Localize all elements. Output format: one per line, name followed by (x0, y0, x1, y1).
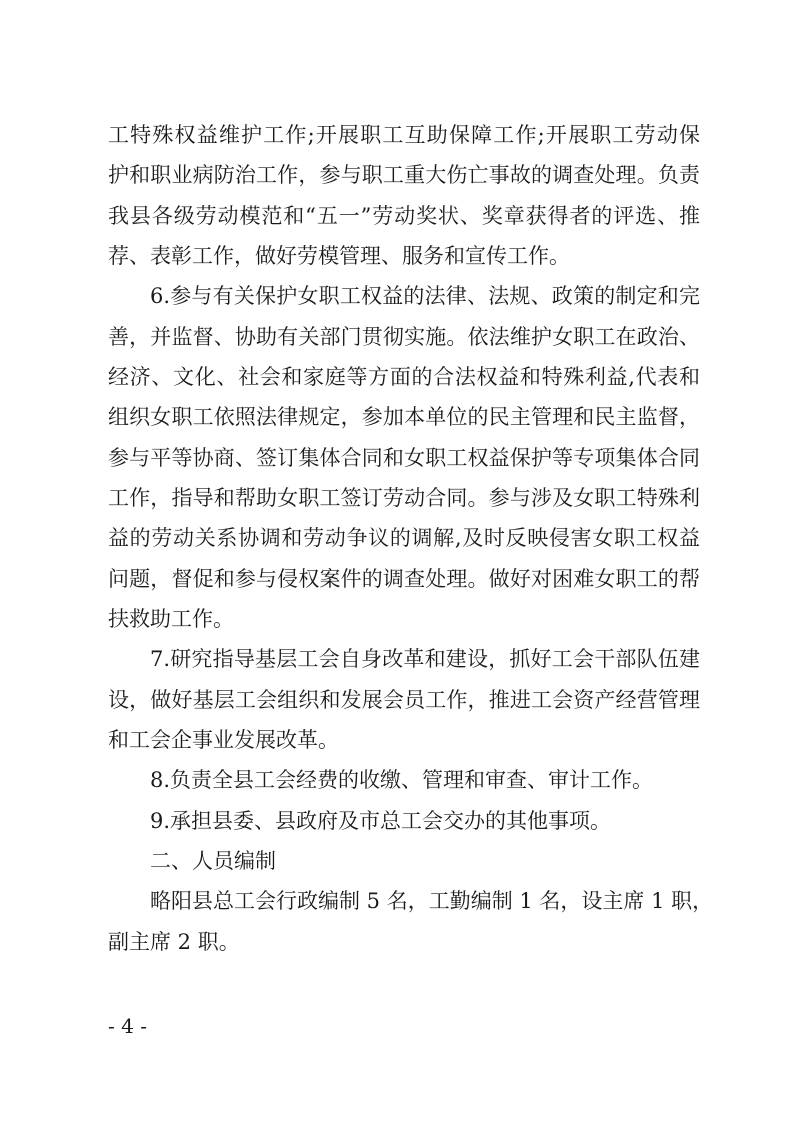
staffing-line: 副主席 2 职。 (108, 930, 240, 954)
item-8-line: 8.负责全县工会经费的收缴、管理和审查、审计工作。 (150, 768, 654, 792)
body-line: 和工会企事业发展改革。 (108, 728, 339, 752)
body-line: 扶救助工作。 (108, 607, 234, 631)
body-line: 问题，督促和参与侵权案件的调查处理。做好对困难女职工的帮 (108, 567, 700, 591)
body-line: 工作，指导和帮助女职工签订劳动合同。参与涉及女职工特殊利 (108, 486, 700, 510)
item-9-line: 9.承担县委、县政府及市总工会交办的其他事项。 (150, 809, 612, 833)
body-line: 益的劳动关系协调和劳动争议的调解,及时反映侵害女职工权益 (108, 526, 700, 550)
staffing-line: 略阳县总工会行政编制 5 名，工勤编制 1 名，设主席 1 职， (150, 889, 714, 913)
body-line: 设，做好基层工会组织和发展会员工作，推进工会资产经营管理 (108, 688, 700, 712)
page-number: - 4 - (108, 1014, 147, 1038)
body-line: 工特殊权益维护工作;开展职工互助保障工作;开展职工劳动保 (108, 123, 700, 147)
item-6-heading-line: 6.参与有关保护女职工权益的法律、法规、政策的制定和完 (150, 284, 700, 308)
body-line: 经济、文化、社会和家庭等方面的合法权益和特殊利益,代表和 (108, 365, 700, 389)
section-heading: 二、人员编制 (150, 849, 276, 873)
body-line: 善，并监督、协助有关部门贯彻实施。依法维护女职工在政治、 (108, 325, 700, 349)
body-line: 荐、表彰工作，做好劳模管理、服务和宣传工作。 (108, 244, 570, 268)
body-line: 我县各级劳动模范和“五一”劳动奖状、奖章获得者的评选、推 (108, 204, 700, 228)
body-line: 参与平等协商、签订集体合同和女职工权益保护等专项集体合同 (108, 446, 700, 470)
item-7-heading-line: 7.研究指导基层工会自身改革和建设，抓好工会干部队伍建 (150, 647, 700, 671)
body-line: 组织女职工依照法律规定，参加本单位的民主管理和民主监督， (108, 405, 700, 429)
body-line: 护和职业病防治工作，参与职工重大伤亡事故的调查处理。负责 (108, 163, 700, 187)
